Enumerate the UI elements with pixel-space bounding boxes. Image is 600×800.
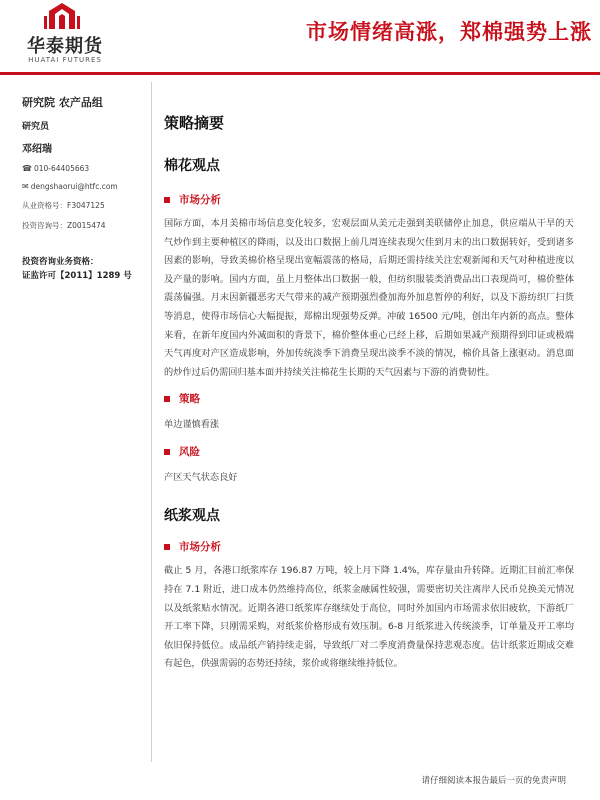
cotton-strategy-text: 单边谨慎看涨 <box>164 419 220 431</box>
email-address: dengshaorui@htfc.com <box>30 182 118 191</box>
license-info <box>22 255 147 283</box>
cotton-risk-subheading <box>164 444 574 459</box>
cotton-market-label: 市场分析 <box>179 194 221 206</box>
cotton-strategy-subheading <box>164 391 574 406</box>
analyst-email <box>22 182 147 191</box>
disclaimer-note: 请仔细阅读本报告最后一页的免责声明 <box>421 776 566 786</box>
report-header <box>0 0 600 74</box>
research-group: 研究院 农产品组 <box>22 96 103 109</box>
qualification-number: 从业资格号：F3047125 <box>22 201 105 210</box>
cotton-strategy-label: 策略 <box>179 393 200 406</box>
huatai-logo <box>20 2 110 70</box>
phone-icon: ☎ <box>22 164 32 173</box>
phone-number: 010-64405663 <box>33 164 90 173</box>
license-number: 证监许可【2011】1289 号 <box>22 271 132 281</box>
analyst-phone <box>22 164 147 173</box>
analyst-sidebar <box>22 94 147 283</box>
analyst-role: 研究员 <box>22 122 50 132</box>
pulp-heading: 纸浆观点 <box>164 508 220 525</box>
header-divider <box>0 72 600 75</box>
logo-chinese-text: 华泰期货 <box>27 36 103 57</box>
report-body <box>164 112 574 674</box>
pulp-market-subheading <box>164 539 574 554</box>
red-square-bullet-icon <box>164 197 170 203</box>
red-square-bullet-icon <box>164 544 170 550</box>
consulting-number: 投资咨询号：Z0015474 <box>22 221 106 230</box>
cotton-market-analysis: 国际方面，本月美棉市场信息变化较多，宏观层面从美元走强到美联储停止加息，供应端从干旱的天气炒作到主要种植区的降雨，以及出口数据上前几周连续表现欠佳到月末的出口数据转好，受到诸多因素的影响，导致美棉价格呈现出宽幅震荡的格局，后期还需持续关注宏观新闻和天气对种植进度以及产量的影响。国内方面，虽上月整体出口数据一般，但纺织服装类消费品出口表现尚可，棉价整体震荡偏强。月末因新疆恶劣天气带来的减产预期强烈叠加海外加息暂停的利好，以及下游纺织厂扫货等消息，使得市场信心大幅提振，郑棉出现强势反弹。冲破 16500 元/吨，创出年内新的高点。整体来看，在新年度国内外减面积的背景下，棉价整体重心已经上移，后期如果减产预期得到印证或极端天气再度对产区造成影响，外加传统淡季下消费呈现出淡季不淡的情况，棉价具备上涨驱动。消息面的炒作过后仍需回归基本面并持续关注棉花生长期的天气因素与下游的消费韧性。 <box>164 218 574 378</box>
pulp-market-analysis: 截止 5 月，各港口纸浆库存 196.87 万吨，较上月下降 1.4%，库存量由升转降。近期汇目前汇率保持在 7.1 附近，进口成本仍然维持高位，纸浆金融属性较强，需要密切关注离岸人民币兑换美元情况以及纸浆贴水情况。近期各港口纸浆库存继续处于高位，同时外加国内市场需求依旧疲软，下游纸厂开工率下降，只刚需采购，对纸浆价格形成有效压制。6-8 月纸浆进入传统淡季，订单量及开工率均依旧保持低位。成品纸产销持续走弱，导致纸厂对二季度消费量保持悲观态度。估计纸浆近期成交难有起色，供强需弱的态势还持续，浆价或将继续维持低位。 <box>164 565 574 670</box>
analyst-name: 邓绍瑞 <box>22 144 52 155</box>
summary-heading: 策略摘要 <box>164 114 225 132</box>
license-label: 投资咨询业务资格： <box>22 257 99 267</box>
cotton-risk-text: 产区天气状态良好 <box>164 472 238 484</box>
report-title: 市场情绪高涨，郑棉强势上涨 <box>306 20 592 44</box>
cotton-risk-label: 风险 <box>179 446 200 459</box>
sidebar-divider <box>151 82 152 762</box>
logo-english-text: HUATAI FUTURES <box>28 56 102 64</box>
cotton-market-subheading <box>164 192 574 207</box>
red-square-bullet-icon <box>164 449 170 455</box>
logo-mark-icon <box>42 2 82 30</box>
cotton-heading: 棉花观点 <box>164 158 220 174</box>
mail-icon: ✉ <box>22 182 29 191</box>
red-square-bullet-icon <box>164 396 170 402</box>
pulp-market-label: 市场分析 <box>179 541 221 554</box>
